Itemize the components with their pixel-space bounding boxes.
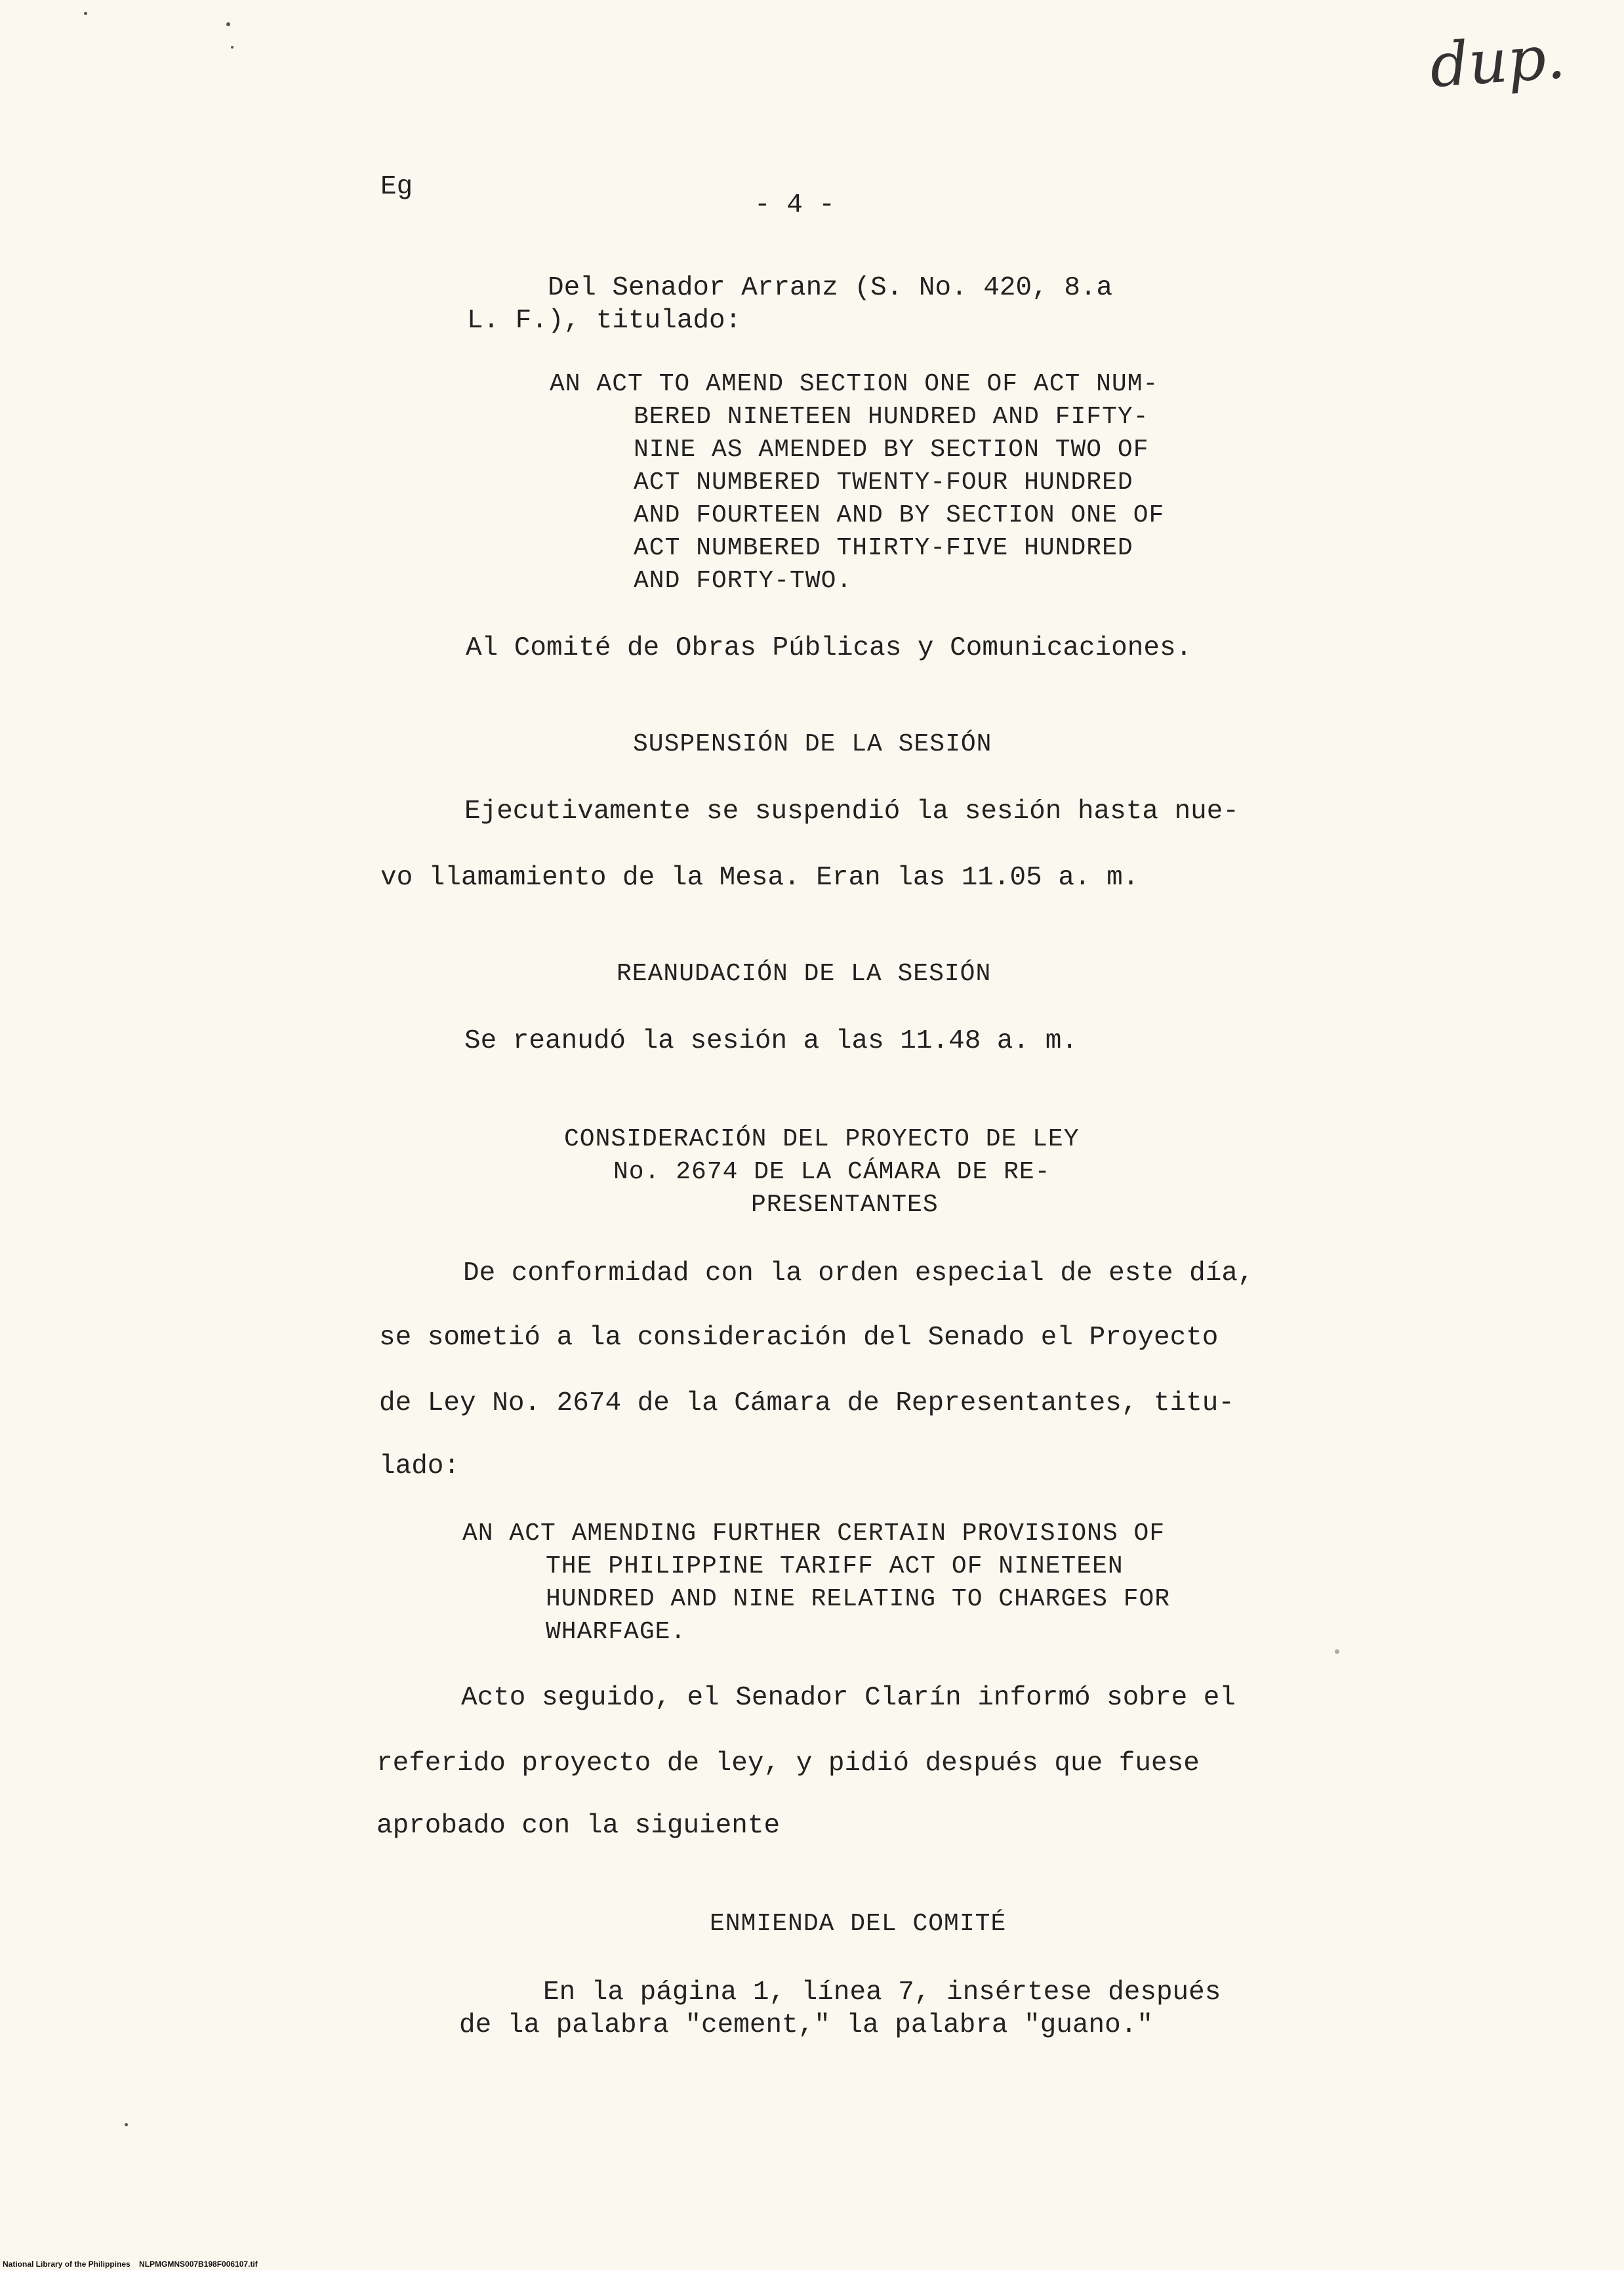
bill-title-line: AND FORTY-TWO. — [634, 567, 853, 595]
bill-title-line: THE PHILIPPINE TARIFF ACT OF NINETEEN — [546, 1552, 1124, 1580]
section-heading: ENMIENDA DEL COMITÉ — [710, 1910, 1007, 1938]
section-heading: SUSPENSIÓN DE LA SESIÓN — [633, 730, 992, 758]
bill-intro-line: Del Senador Arranz (S. No. 420, 8.a — [548, 273, 1113, 303]
section-heading: REANUDACIÓN DE LA SESIÓN — [617, 960, 992, 988]
paragraph-line: de la palabra "cement," la palabra "guano." — [459, 2010, 1153, 2040]
handwritten-annotation: dup. — [1427, 21, 1568, 102]
section-heading: CONSIDERACIÓN DEL PROYECTO DE LEY — [564, 1125, 1080, 1153]
paragraph-line: Acto seguido, el Senador Clarín informó sobre el — [461, 1683, 1236, 1713]
bill-intro-line: L. F.), titulado: — [467, 306, 742, 336]
typist-initials: Eg — [380, 172, 413, 202]
bill-title-line: BERED NINETEEN HUNDRED AND FIFTY- — [634, 403, 1149, 431]
committee-referral: Al Comité de Obras Públicas y Comunicaciones. — [466, 633, 1192, 663]
paragraph-line: se sometió a la consideración del Senado el Proyecto — [379, 1323, 1219, 1353]
bill-title-line: AND FOURTEEN AND BY SECTION ONE OF — [634, 501, 1165, 529]
paragraph-line: De conformidad con la orden especial de este día, — [463, 1258, 1254, 1289]
paragraph-line: vo llamamiento de la Mesa. Eran las 11.05 a. m. — [380, 863, 1139, 893]
page-number: - 4 - — [754, 190, 836, 220]
section-heading: PRESENTANTES — [751, 1191, 939, 1219]
paragraph-line: Ejecutivamente se suspendió la sesión hasta nue- — [464, 796, 1239, 827]
bill-title-line: ACT NUMBERED THIRTY-FIVE HUNDRED — [634, 534, 1133, 562]
paper-speck — [226, 22, 230, 26]
paper-speck — [231, 46, 233, 49]
section-heading: No. 2674 DE LA CÁMARA DE RE- — [613, 1158, 1051, 1186]
bill-title-line: AN ACT TO AMEND SECTION ONE OF ACT NUM- — [550, 370, 1159, 398]
paper-speck — [1335, 1649, 1339, 1654]
paper-speck — [84, 12, 87, 15]
bill-title-line: AN ACT AMENDING FURTHER CERTAIN PROVISIONS OF — [462, 1519, 1166, 1548]
archive-footer: National Library of the Philippines NLPMGMNS007B198F006107.tif — [3, 2260, 258, 2269]
paragraph-line: En la página 1, línea 7, insértese después — [543, 1977, 1221, 2008]
bill-title-line: HUNDRED AND NINE RELATING TO CHARGES FOR — [546, 1585, 1171, 1613]
bill-title-line: WHARFAGE. — [546, 1618, 687, 1646]
bill-title-line: ACT NUMBERED TWENTY-FOUR HUNDRED — [634, 468, 1133, 497]
paragraph-line: de Ley No. 2674 de la Cámara de Representantes, titu- — [379, 1388, 1235, 1418]
paper-speck — [125, 2123, 128, 2126]
paragraph-line: referido proyecto de ley, y pidió después que fuese — [376, 1748, 1200, 1779]
paragraph-line: lado: — [379, 1451, 460, 1481]
paragraph-line: Se reanudó la sesión a las 11.48 a. m. — [464, 1026, 1078, 1056]
bill-title-line: NINE AS AMENDED BY SECTION TWO OF — [634, 436, 1149, 464]
paragraph-line: aprobado con la siguiente — [376, 1811, 781, 1841]
